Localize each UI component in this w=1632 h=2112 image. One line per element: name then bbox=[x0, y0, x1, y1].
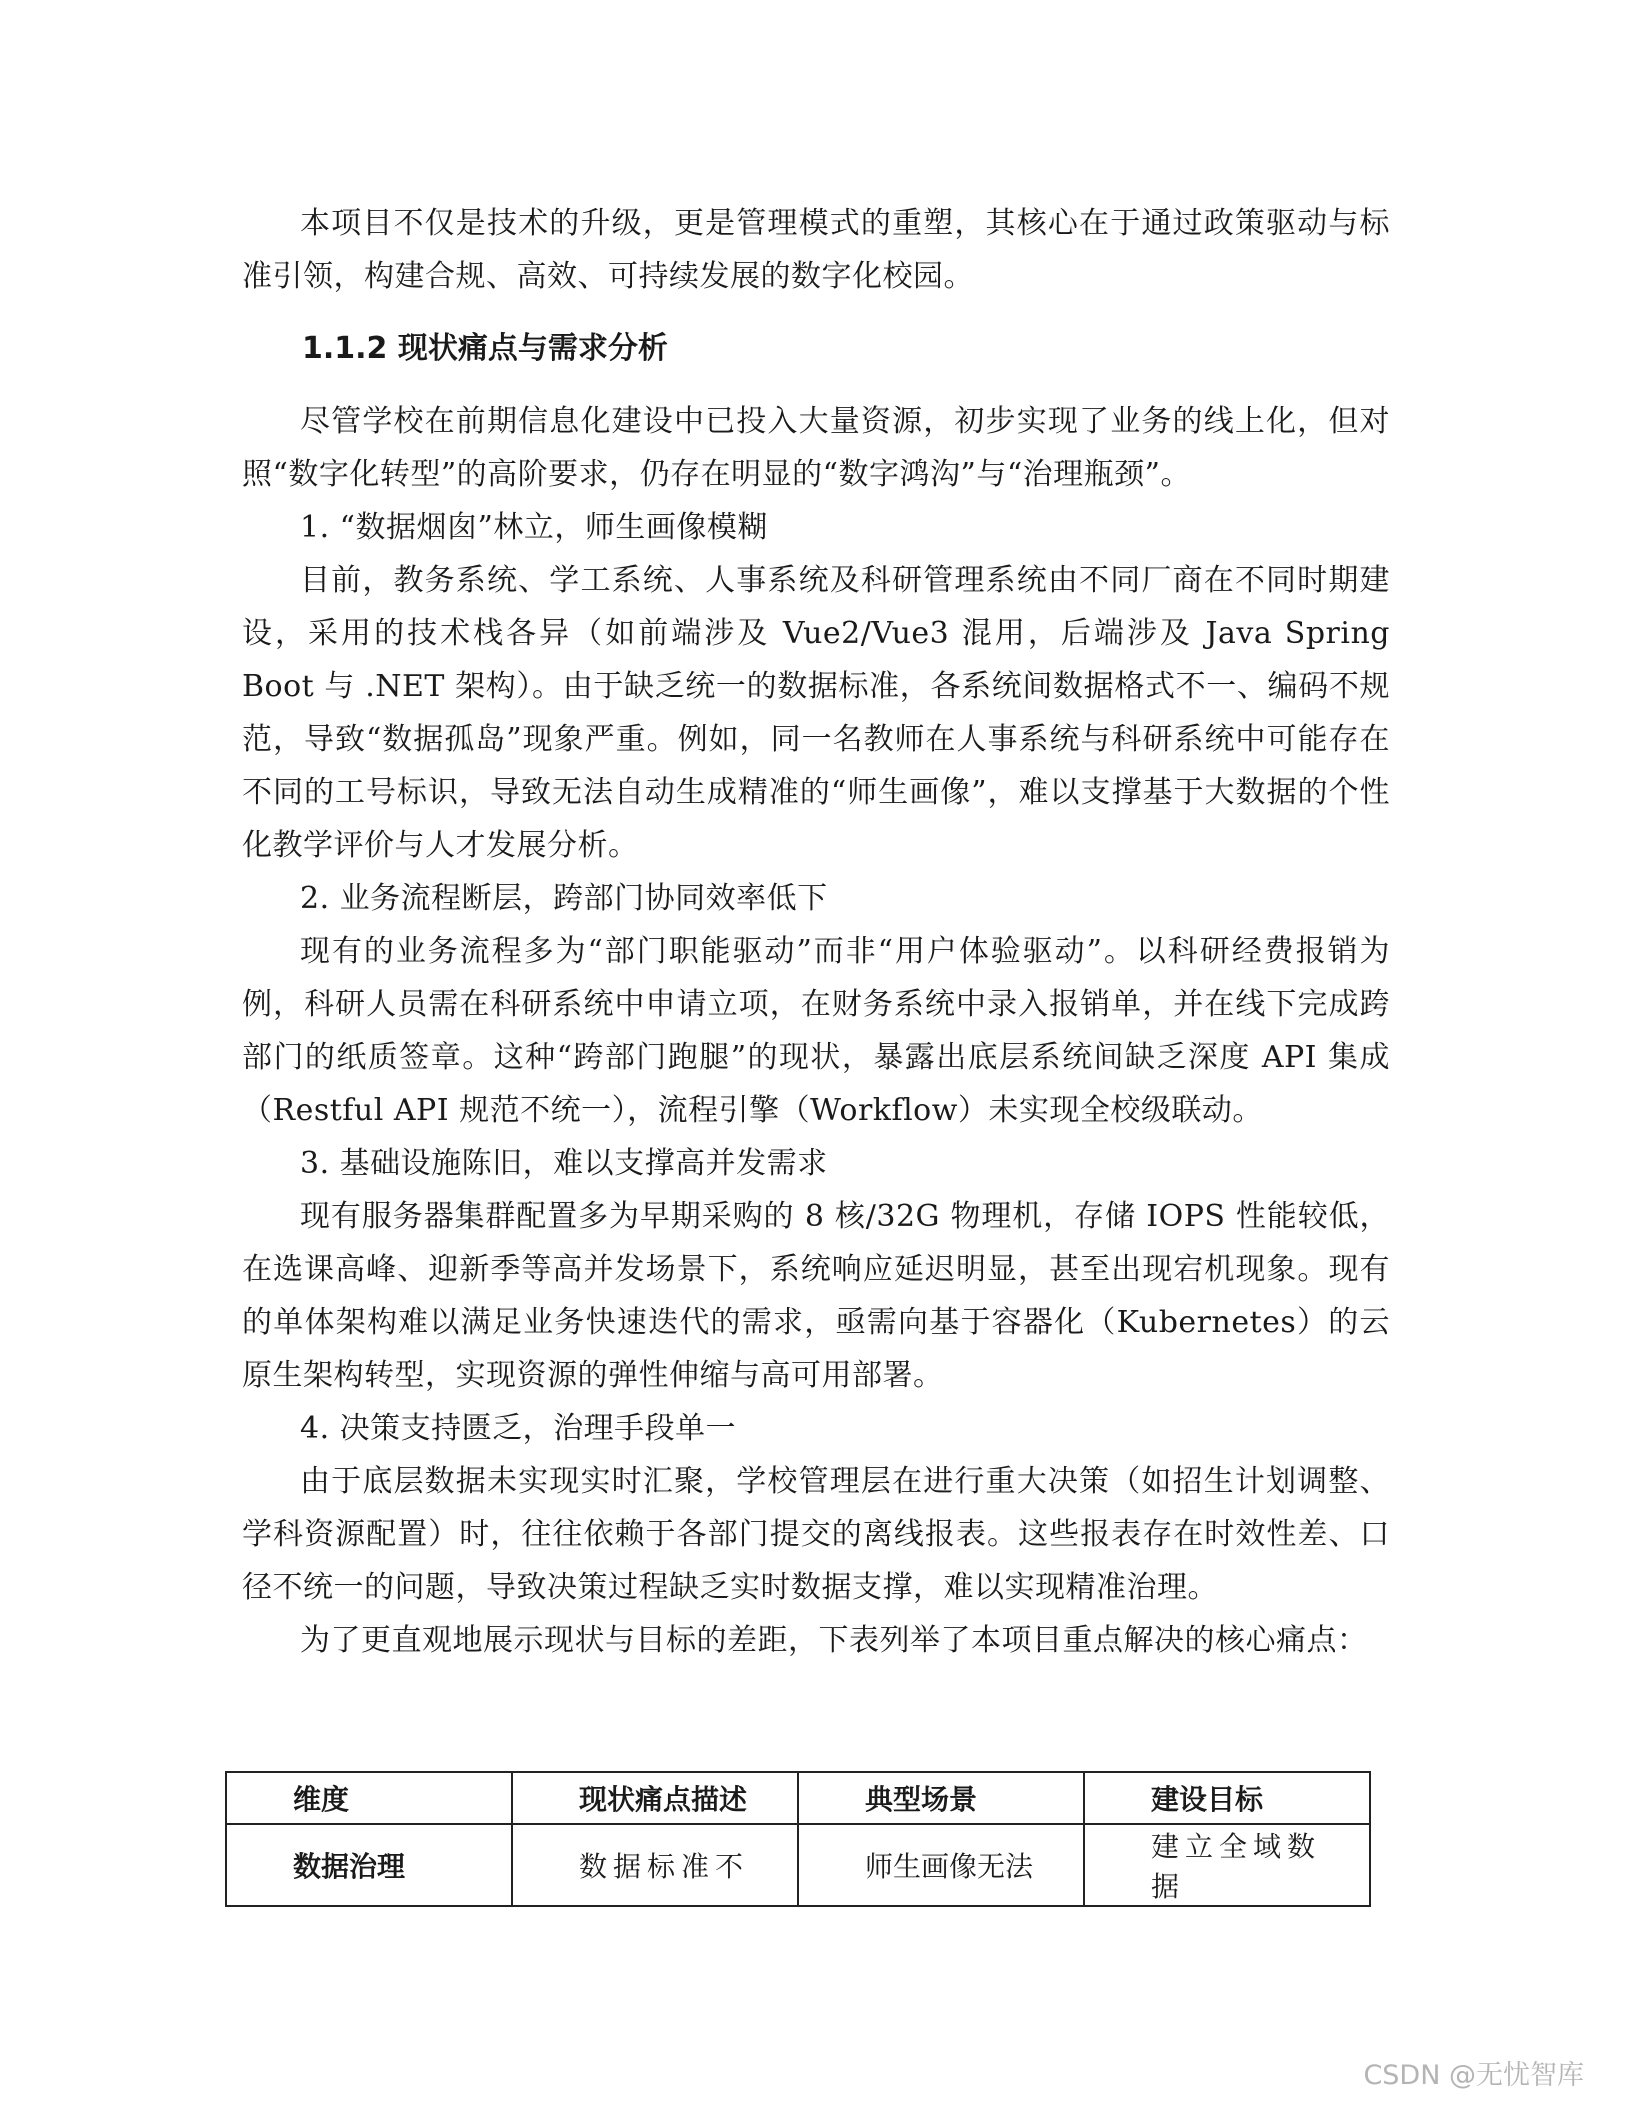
section-intro-paragraph: 尽管学校在前期信息化建设中已投入大量资源，初步实现了业务的线上化，但对照“数字化转型”的高阶要求，仍存在明显的“数字鸿沟”与“治理瓶颈”。 bbox=[242, 404, 1390, 492]
watermark: CSDN @无忧智库 bbox=[1363, 2060, 1584, 2091]
item1-title: 1. “数据烟囱”林立，师生画像模糊 bbox=[300, 510, 768, 545]
item1-body: 目前，教务系统、学工系统、人事系统及科研管理系统由不同厂商在不同时期建设，采用的技术栈各异（如前端涉及 Vue2/Vue3 混用，后端涉及 Java Spring Boot 与 .NET 架构）。由于缺乏统一的数据标准，各系统间数据格式不一、编码不规范，导致“数据孤岛”现象严重。例如，同一名教师在人事系统与科研系统中可能存在不同的工号标识，导致无法自动生成精准的“师生画像”，难以支撑基于大数据的个性化教学评价与人才发展分析。 bbox=[242, 563, 1390, 863]
item3-title: 3. 基础设施陈旧，难以支撑高并发需求 bbox=[300, 1146, 828, 1181]
table-header-row bbox=[226, 1772, 1370, 1824]
table-header-cell: 建设目标 bbox=[1084, 1772, 1370, 1824]
item4-body: 由于底层数据未实现实时汇聚，学校管理层在进行重大决策（如招生计划调整、学科资源配置）时，往往依赖于各部门提交的离线报表。这些报表存在时效性差、口径不统一的问题，导致决策过程缺乏实时数据支撑，难以实现精准治理。 bbox=[242, 1464, 1390, 1605]
table-cell-dimension: 数据治理 bbox=[226, 1824, 512, 1906]
table-cell-scenario: 师生画像无法 bbox=[798, 1824, 1084, 1906]
pain-point-table-wrapper bbox=[225, 1771, 1371, 1907]
table-header-cell: 维度 bbox=[226, 1772, 512, 1824]
item4-title: 4. 决策支持匮乏，治理手段单一 bbox=[300, 1411, 737, 1446]
section-body bbox=[242, 395, 1390, 1667]
pain-point-table bbox=[225, 1771, 1371, 1907]
table-header-cell: 现状痛点描述 bbox=[512, 1772, 798, 1824]
item2-title: 2. 业务流程断层，跨部门协同效率低下 bbox=[300, 881, 828, 916]
table-row bbox=[226, 1824, 1370, 1906]
intro-summary-paragraph: 本项目不仅是技术的升级，更是管理模式的重塑，其核心在于通过政策驱动与标准引领，构建合规、高效、可持续发展的数字化校园。 bbox=[242, 206, 1390, 294]
section-heading: 1.1.2 现状痛点与需求分析 bbox=[302, 331, 668, 366]
table-header-cell: 典型场景 bbox=[798, 1772, 1084, 1824]
intro-summary-block bbox=[242, 197, 1390, 303]
table-cell-goal: 建立全域数据 bbox=[1084, 1824, 1370, 1906]
item3-body: 现有服务器集群配置多为早期采购的 8 核/32G 物理机，存储 IOPS 性能较低，在选课高峰、迎新季等高并发场景下，系统响应延迟明显，甚至出现宕机现象。现有的单体架构难以满足业务快速迭代的需求，亟需向基于容器化（Kubernetes）的云原生架构转型，实现资源的弹性伸缩与高可用部署。 bbox=[242, 1199, 1390, 1393]
item2-body: 现有的业务流程多为“部门职能驱动”而非“用户体验驱动”。以科研经费报销为例，科研人员需在科研系统中申请立项，在财务系统中录入报销单，并在线下完成跨部门的纸质签章。这种“跨部门跑腿”的现状，暴露出底层系统间缺乏深度 API 集成（Restful API 规范不统一），流程引擎（Workflow）未实现全校级联动。 bbox=[242, 934, 1390, 1128]
table-cell-description: 数据标准不 bbox=[512, 1824, 798, 1906]
table-intro-paragraph: 为了更直观地展示现状与目标的差距，下表列举了本项目重点解决的核心痛点： bbox=[300, 1623, 1368, 1658]
